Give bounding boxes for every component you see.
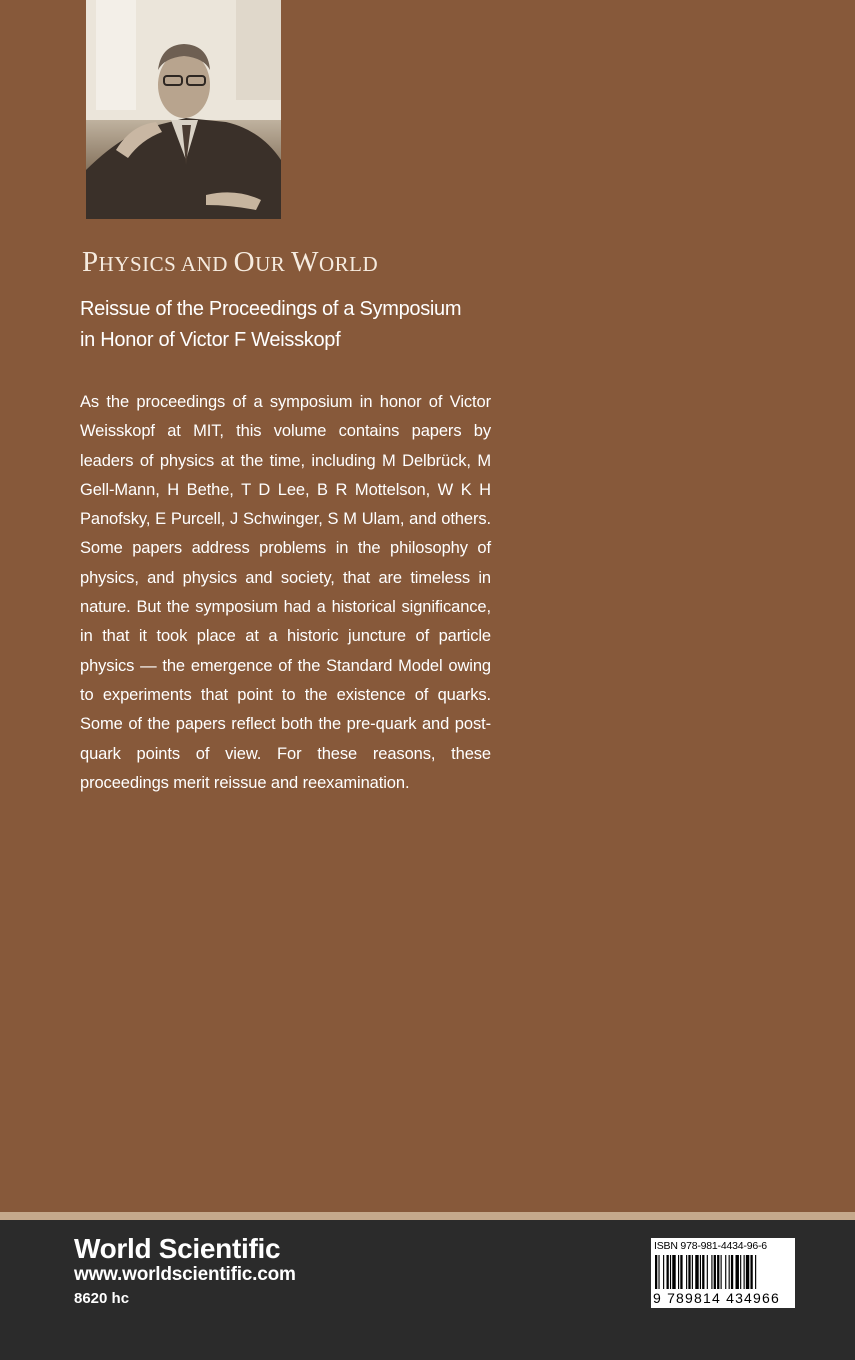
publisher-url: www.worldscientific.com (74, 1264, 296, 1285)
publisher-name: World Scientific (74, 1233, 281, 1264)
book-title: PHYSICS AND OUR WORLD (82, 246, 379, 278)
isbn-barcode (651, 1238, 795, 1308)
product-code: 8620 hc (74, 1290, 130, 1307)
author-portrait-photo (86, 0, 281, 219)
book-subtitle (80, 294, 510, 356)
book-description: As the proceedings of a symposium in honor of Victor Weisskopf at MIT, this volume contains papers by leaders of physics at the time, including M Delbrück, M Gell-Mann, H Bethe, T D Lee, B R Mottelson, W K H Panofsky, E Purcell, J Schwinger, S M Ulam, and others. Some papers address problems in the philosophy of physics, and physics and society, that are timeless in nature. But the symposium had a historical significance, in that it took place at a historic juncture of particle physics — the emergence of the Standard Model owing to experiments that point to the existence of quarks. Some of the papers reflect both the pre-quark and post-quark points of view. For these reasons, these proceedings merit reissue and reexamination. (80, 393, 491, 792)
subtitle-line-1: Reissue of the Proceedings of a Symposium (80, 298, 462, 320)
subtitle-line-2: in Honor of Victor F Weisskopf (80, 329, 341, 351)
barcode-bars-icon (655, 1255, 791, 1291)
barcode-digits: 9 789814 434966 (653, 1290, 780, 1306)
isbn-label: ISBN 978-981-4434-96-6 (654, 1240, 767, 1252)
footer-divider-stripe (0, 1212, 855, 1220)
